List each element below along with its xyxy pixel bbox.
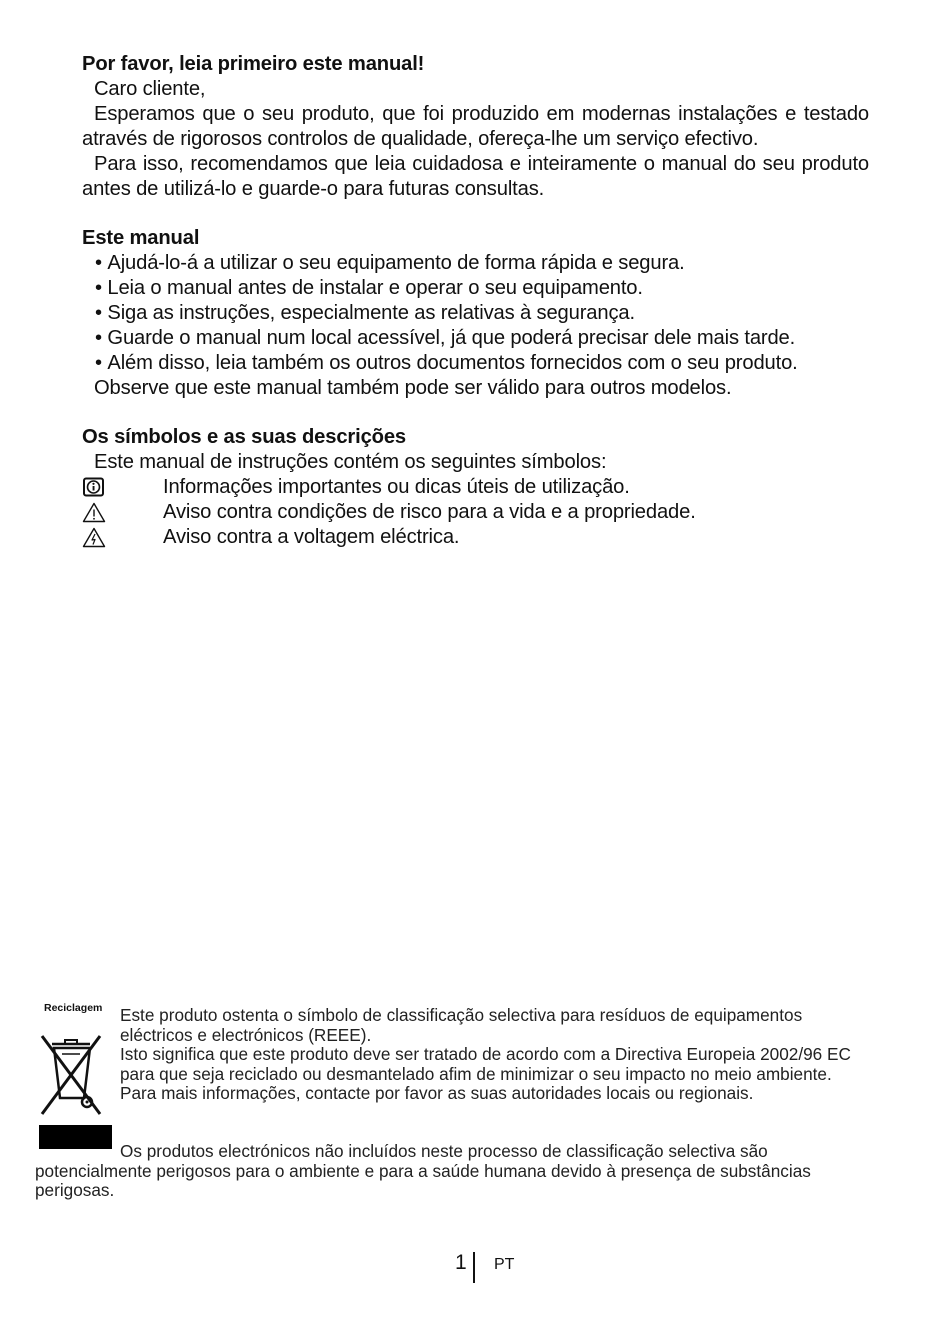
page-footer (0, 1251, 950, 1285)
manual-bullet-list (82, 251, 869, 376)
list-item: • Ajudá-lo-á a utilizar o seu equipamento de forma rápida e segura. (82, 251, 869, 276)
greeting: Caro cliente, (94, 78, 206, 100)
symbol-row-warning (82, 500, 869, 525)
manual-note: Observe que este manual também pode ser válido para outros modelos. (94, 377, 732, 399)
list-item: • Leia o manual antes de instalar e operar o seu equipamento. (82, 276, 869, 301)
info-icon (82, 477, 106, 498)
symbol-row-electric (82, 525, 869, 550)
manual-heading: Este manual (82, 227, 200, 249)
recycling-paragraph-1: Este produto ostenta o símbolo de classificação selectiva para resíduos de equipamentos eléctricos e electrónicos (REEE). (120, 1005, 803, 1045)
list-item: • Siga as instruções, especialmente as relativas à segurança. (82, 301, 869, 326)
symbol-description: Informações importantes ou dicas úteis de utilização. (163, 476, 630, 498)
page-number: 1 (455, 1251, 467, 1274)
symbol-row-info (82, 475, 869, 500)
crossed-bin-icon (38, 1024, 104, 1120)
list-item: • Guarde o manual num local acessível, já que poderá precisar dele mais tarde. (82, 326, 869, 351)
recycling-paragraph-2: Isto significa que este produto deve ser tratado de acordo com a Directiva Europeia 2002/96 EC para que seja reciclado ou desmantelado afim de minimizar o seu impacto no meio ambiente. Para mais informações, contacte por favor as suas autoridades locais ou regionais. (120, 1044, 851, 1103)
recycling-label: Reciclagem (44, 1002, 103, 1014)
symbol-description: Aviso contra a voltagem eléctrica. (163, 526, 460, 548)
list-item: • Além disso, leia também os outros documentos fornecidos com o seu produto. (82, 351, 869, 376)
recycling-paragraph-3: Os produtos electrónicos não incluídos neste processo de classificação selectiva são potencialmente perigosos para o ambiente e para a saúde humana devido à presença de substâncias perigosas. (35, 1141, 811, 1200)
recycling-text (120, 1006, 860, 1104)
symbols-heading: Os símbolos e as suas descrições (82, 426, 406, 448)
intro-paragraph-1: Esperamos que o seu produto, que foi produzido em modernas instalações e testado através de rigorosos controlos de qualidade, ofereça-lhe um serviço efectivo. (82, 103, 869, 150)
intro-heading: Por favor, leia primeiro este manual! (82, 53, 425, 75)
intro-paragraph-2: Para isso, recomendamos que leia cuidadosa e inteiramente o manual do seu produto antes de utilizá-lo e guarde-o para futuras consultas. (82, 153, 869, 200)
electric-warning-icon (82, 527, 106, 548)
symbols-intro: Este manual de instruções contém os seguintes símbolos: (94, 451, 607, 473)
warning-icon (82, 502, 106, 523)
manual-content (82, 52, 869, 550)
footer-divider (473, 1252, 475, 1283)
symbol-description: Aviso contra condições de risco para a vida e a propriedade. (163, 501, 696, 523)
language-code: PT (494, 1256, 515, 1273)
